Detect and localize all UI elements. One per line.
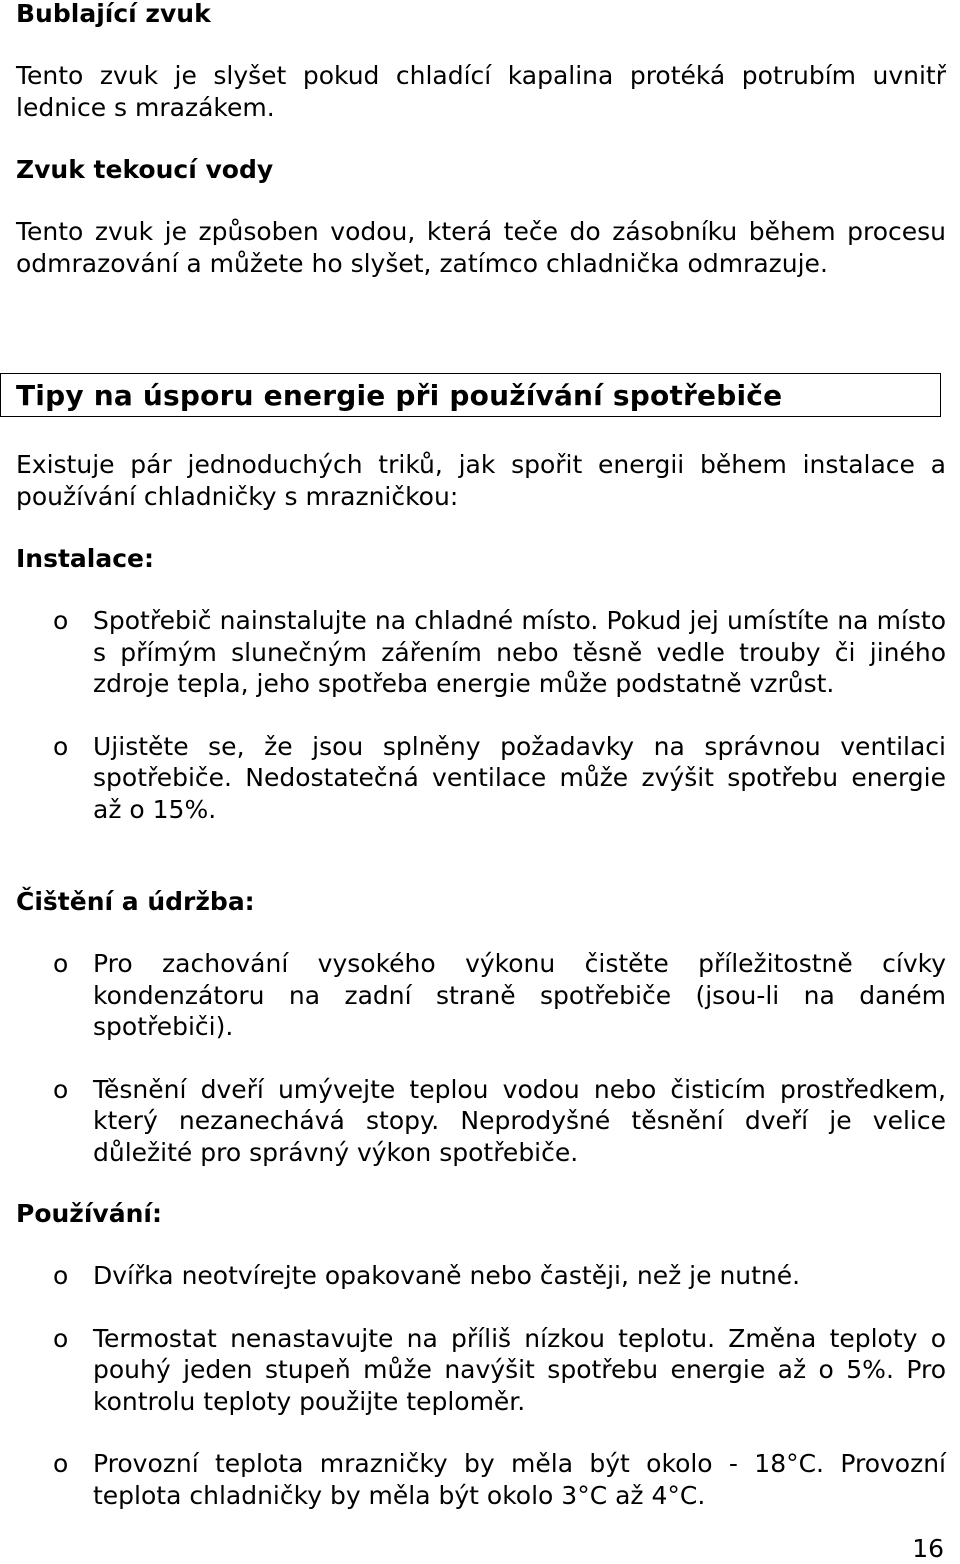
section-title: Tipy na úsporu energie při používání spotřebiče (16, 379, 783, 412)
list-item (16, 1323, 946, 1418)
bullet-marker: o (53, 606, 69, 635)
list-item-text: Termostat nenastavujte na příliš nízkou teplotu. Změna teploty o pouhý jeden stupeň může navýšit spotřebu energie až o 5%. Pro kontrolu teploty použijte teploměr. (93, 1323, 946, 1416)
list-item (16, 605, 946, 700)
water-text: Tento zvuk je způsoben vodou, která teče do zásobníku během procesu odmrazování a můžete ho slyšet, zatímco chladnička odmrazuje. (16, 217, 946, 278)
list-item (16, 731, 946, 826)
list-item-text: Spotřebič nainstalujte na chladné místo. Pokud jej umístíte na místo s přímým slunečným zářením nebo těsně vedle trouby či jiného zdroje tepla, jeho spotřeba energie může podstatně vzrůst. (93, 606, 946, 698)
bullet-marker: o (53, 1323, 69, 1353)
bullet-marker: o (53, 1261, 69, 1290)
list-item-text: Těsnění dveří umývejte teplou vodou nebo čisticím prostředkem, který nezanechává stopy. Neprodyšné těsnění dveří je velice důležité pro správný výkon spotřebiče. (93, 1074, 946, 1167)
bubbling-heading: Bublající zvuk (16, 0, 211, 28)
usage-heading: Používání: (16, 1199, 162, 1228)
energy-intro: Existuje pár jednoduchých triků, jak spořit energii během instalace a používání chladničky s mrazničkou: (16, 450, 946, 511)
cleaning-heading: Čištění a údržba: (16, 887, 255, 916)
list-item (16, 1448, 946, 1511)
bullet-marker: o (53, 1449, 69, 1478)
installation-list (16, 605, 946, 825)
bullet-marker: o (53, 949, 69, 978)
usage-list (16, 1260, 946, 1511)
list-item (16, 1074, 946, 1169)
list-item-text: Ujistěte se, že jsou splněny požadavky na správnou ventilaci spotřebiče. Nedostatečná ventilace může zvýšit spotřebu energie až o 15%. (93, 731, 946, 824)
bubbling-text: Tento zvuk je slyšet pokud chladící kapalina protéká potrubím uvnitř lednice s mrazákem. (16, 61, 946, 122)
list-item-text: Provozní teplota mrazničky by měla být okolo - 18°C. Provozní teplota chladničky by měla být okolo 3°C až 4°C. (93, 1449, 946, 1510)
bullet-marker: o (53, 1074, 69, 1104)
list-item (16, 1260, 946, 1292)
installation-heading: Instalace: (16, 544, 155, 573)
water-heading: Zvuk tekoucí vody (16, 155, 274, 184)
page-number: 16 (912, 1534, 944, 1563)
list-item-text: Dvířka neotvírejte opakovaně nebo častěji, než je nutné. (93, 1261, 801, 1290)
list-item (16, 948, 946, 1043)
bullet-marker: o (53, 731, 69, 761)
list-item-text: Pro zachování vysokého výkonu čistěte příležitostně cívky kondenzátoru na zadní straně spotřebiče (jsou-li na daném spotřebiči). (93, 949, 946, 1041)
cleaning-list (16, 948, 946, 1168)
